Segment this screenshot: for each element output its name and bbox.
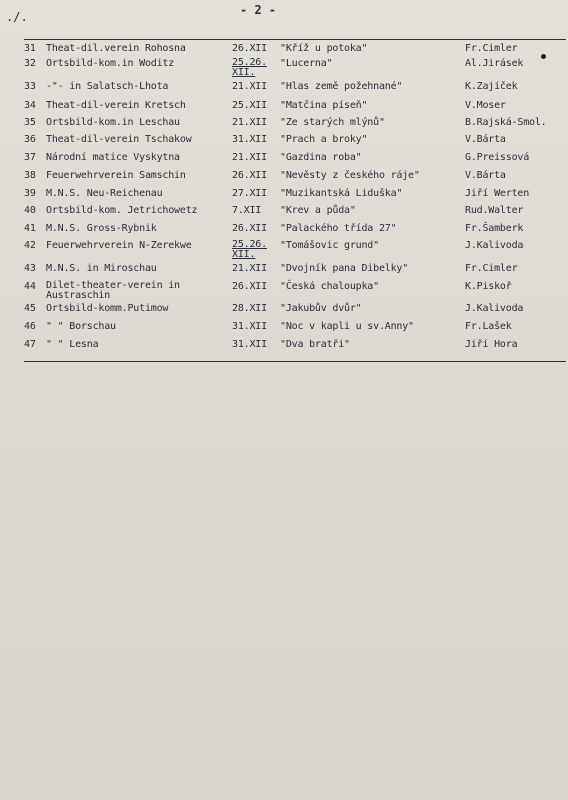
date-cell: 26.XII	[232, 281, 267, 292]
row-number: 32	[24, 58, 36, 69]
organization-cell: Theat-dil-verein Tschakow	[46, 134, 192, 145]
row-number: 34	[24, 100, 36, 111]
table-row	[0, 303, 568, 319]
continuation-mark: ./.	[6, 10, 28, 24]
date-cell: 26.XII	[232, 170, 267, 181]
row-number: 47	[24, 339, 36, 350]
play-title-cell: "Dva bratři"	[280, 339, 350, 350]
play-title-cell: "Prach a broky"	[280, 134, 368, 145]
table-row	[0, 43, 568, 59]
play-title-cell: "Kříž u potoka"	[280, 43, 368, 54]
play-title-cell: "Ze starých mlýnů"	[280, 117, 385, 128]
play-title-cell: "Palackého třída 27"	[280, 223, 397, 234]
date-cell: 26.XII	[232, 43, 267, 54]
organization-cell: " " Lesna	[46, 339, 99, 350]
table-row	[0, 117, 568, 133]
organization-cell: Dilet-theater-verein in Austraschin	[46, 280, 180, 301]
table-row	[0, 81, 568, 97]
play-title-cell: "Tomášovic grund"	[280, 240, 379, 251]
author-cell: V.Moser	[465, 100, 506, 111]
play-title-cell: "Jakubův dvůr"	[280, 303, 362, 314]
author-cell: K.Piskoř	[465, 281, 512, 292]
table-row	[0, 188, 568, 204]
date-cell: 27.XII	[232, 188, 267, 199]
row-number: 35	[24, 117, 36, 128]
author-cell: V.Bárta	[465, 134, 506, 145]
table-row	[0, 134, 568, 150]
organization-cell: Ortsbild-komm.Putimow	[46, 303, 169, 314]
date-cell: 21.XII	[232, 152, 267, 163]
row-number: 41	[24, 223, 36, 234]
organization-cell: Ortsbild-kom. Jetrichowetz	[46, 205, 198, 216]
table-row	[0, 280, 568, 301]
play-title-cell: "Noc v kapli u sv.Anny"	[280, 321, 414, 332]
row-number: 33	[24, 81, 36, 92]
play-title-cell: "Česká chaloupka"	[280, 281, 379, 292]
author-cell: Fr.Cimler	[465, 263, 518, 274]
top-rule	[24, 39, 566, 40]
organization-cell: Theat-dil-verein Kretsch	[46, 100, 186, 111]
play-title-cell: "Lucerna"	[280, 58, 333, 69]
row-number: 31	[24, 43, 36, 54]
author-cell: Fr.Cimler	[465, 43, 518, 54]
play-title-cell: "Dvojník pana Dibelky"	[280, 263, 409, 274]
author-cell: Rud.Walter	[465, 205, 524, 216]
play-title-cell: "Nevěsty z českého ráje"	[280, 170, 420, 181]
author-cell: Fr.Šamberk	[465, 223, 524, 234]
table-row	[0, 152, 568, 168]
table-row	[0, 170, 568, 186]
row-number: 36	[24, 134, 36, 145]
date-cell: 31.XII	[232, 321, 267, 332]
organization-cell: -"- in Salatsch-Lhota	[46, 81, 169, 92]
row-number: 42	[24, 240, 36, 251]
table-row	[0, 57, 568, 78]
author-cell: J.Kalivoda	[465, 303, 524, 314]
play-title-cell: "Gazdina roba"	[280, 152, 362, 163]
organization-cell: M.N.S. in Miroschau	[46, 263, 157, 274]
author-cell: K.Zajíček	[465, 81, 518, 92]
table-row	[0, 339, 568, 355]
author-cell: Al.Jirásek	[465, 58, 524, 69]
date-cell: 28.XII	[232, 303, 267, 314]
author-cell: Jiří Hora	[465, 339, 518, 350]
date-cell: 21.XII	[232, 117, 267, 128]
organization-cell: Národní matice Vyskytna	[46, 152, 180, 163]
table-row	[0, 100, 568, 116]
organization-cell: Feuerwehrverein N-Zerekwe	[46, 240, 192, 251]
organization-cell: Ortsbild-kom.in Woditz	[46, 58, 175, 69]
table-row	[0, 239, 568, 260]
page-number: - 2 -	[240, 3, 277, 17]
organization-cell: Ortsbild-kom.in Leschau	[46, 117, 180, 128]
date-cell: 21.XII	[232, 263, 267, 274]
author-cell: J.Kalivoda	[465, 240, 524, 251]
author-cell: G.Preissová	[465, 152, 530, 163]
organization-cell: Feuerwehrverein Samschin	[46, 170, 186, 181]
table-row	[0, 223, 568, 239]
row-number: 45	[24, 303, 36, 314]
table-row	[0, 263, 568, 279]
play-title-cell: "Krev a půda"	[280, 205, 356, 216]
date-cell: 26.XII	[232, 223, 267, 234]
organization-cell: " " Borschau	[46, 321, 116, 332]
date-cell: 21.XII	[232, 81, 267, 92]
author-cell: V.Bárta	[465, 170, 506, 181]
table-row	[0, 205, 568, 221]
author-cell: Jiří Werten	[465, 188, 530, 199]
organization-cell: M.N.S. Gross-Rybnik	[46, 223, 157, 234]
date-cell: 7.XII	[232, 205, 262, 216]
organization-cell: Theat-dil.verein Rohosna	[46, 43, 186, 54]
date-cell: 31.XII	[232, 339, 267, 350]
row-number: 37	[24, 152, 36, 163]
date-cell: 25.26. XII.	[232, 57, 267, 78]
organization-cell: M.N.S. Neu-Reichenau	[46, 188, 163, 199]
date-cell: 25.26. XII.	[232, 239, 267, 260]
row-number: 38	[24, 170, 36, 181]
play-title-cell: "Hlas země požehnané"	[280, 81, 403, 92]
row-number: 46	[24, 321, 36, 332]
date-cell: 25.XII	[232, 100, 267, 111]
author-cell: B.Rajská-Smol.	[465, 117, 547, 128]
row-number: 44	[24, 281, 36, 292]
row-number: 39	[24, 188, 36, 199]
play-title-cell: "Muzikantská Liduška"	[280, 188, 403, 199]
play-title-cell: "Matčina píseň"	[280, 100, 368, 111]
date-cell: 31.XII	[232, 134, 267, 145]
table-row	[0, 321, 568, 337]
bottom-rule	[24, 361, 566, 362]
author-cell: Fr.Lašek	[465, 321, 512, 332]
row-number: 40	[24, 205, 36, 216]
row-number: 43	[24, 263, 36, 274]
